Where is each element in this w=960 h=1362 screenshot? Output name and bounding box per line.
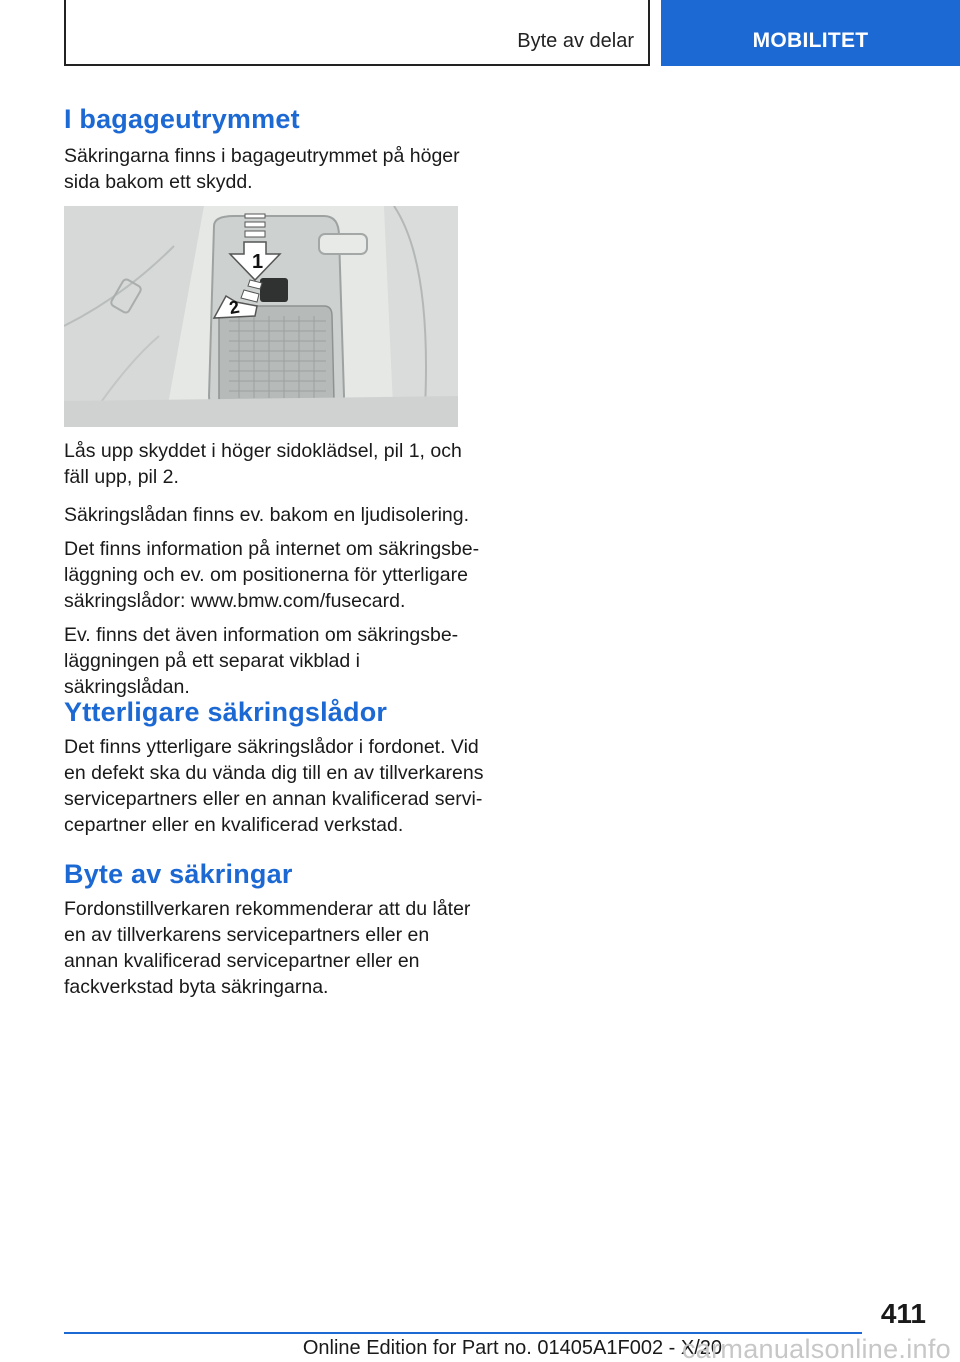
callout-2: 2 [227, 296, 241, 319]
section-instructions [64, 438, 484, 700]
heading-additional-fuse-boxes: Ytterligare säkringslådor [64, 697, 388, 727]
section-additional-fuse-boxes [64, 696, 484, 838]
paragraph-internet-info: Det finns information på internet om säkringsbe-läggning och ev. om positionerna för ytterligare säkringslådor: www.bmw.com/fusecard. [64, 538, 480, 612]
heading-trunk: I bagageutrymmet [64, 104, 300, 134]
paragraph-leaflet: Ev. finns det även information om säkringsbe-läggningen på ett separat vikblad i säkringslådan. [64, 624, 459, 698]
section-title: Byte av delar [517, 30, 634, 52]
chapter-tab: MOBILITET [661, 0, 960, 66]
header-section-box [64, 0, 650, 66]
paragraph-trunk-location: Säkringarna finns i bagageutrymmet på höger sida bakom ett skydd. [64, 145, 460, 194]
section-replacing-fuses [64, 858, 484, 1000]
watermark: carmanualsonline.info [682, 1334, 951, 1362]
page-number: 411 [880, 1298, 926, 1329]
heading-replacing-fuses: Byte av säkringar [64, 859, 293, 889]
trunk-fuse-cover-illustration [64, 206, 458, 427]
paragraph-sound-insulation: Säkringslådan finns ev. bakom en ljudisolering. [64, 504, 470, 526]
paragraph-replacing-fuses: Fordonstillverkaren rekommenderar att du låter en av tillverkarens servicepartners eller en annan kvalificerad servicepartner eller en fackverkstad byta säkringarna. [64, 898, 471, 999]
paragraph-unlock-cover: Lås upp skyddet i höger sidoklädsel, pil 1, och fäll upp, pil 2. [64, 440, 462, 488]
paragraph-additional-fuse-boxes: Det finns ytterligare säkringslådor i fordonet. Vid en defekt ska du vända dig till en av tillverkarens servicepartners eller en annan kvalificerad servi-cepartner eller en kvalificerad verkstad. [64, 736, 484, 837]
edition-text: Online Edition for Part no. 01405A1F002 - X/20 [302, 1337, 722, 1359]
callout-1: 1 [252, 251, 264, 273]
section-trunk [64, 103, 484, 195]
trunk-illustration-svg [64, 206, 458, 427]
